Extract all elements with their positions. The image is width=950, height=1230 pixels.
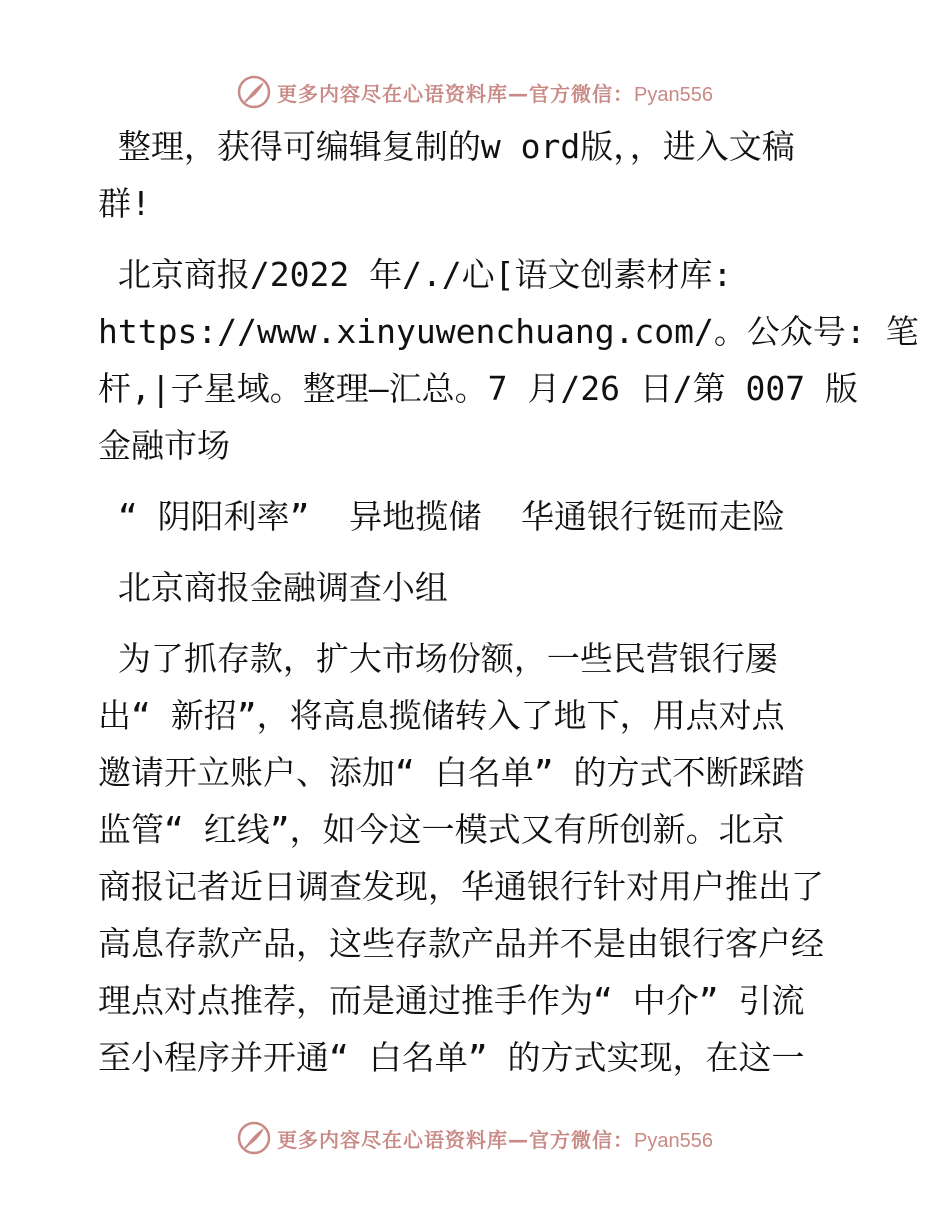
text-line: 高息存款产品，这些存款产品并不是由银行客户经 [98, 924, 824, 963]
paragraph-source [98, 246, 919, 474]
paragraph-intro [98, 118, 850, 232]
text-line: 至小程序并开通“ 白名单” 的方式实现，在这一 [98, 1038, 805, 1077]
text-line: https://www.xinyuwenchuang.com/。公众号: 笔 [98, 312, 919, 351]
paragraph-body [98, 630, 850, 1086]
watermark-text: 更多内容尽在心语资料库—官方微信：Pyan556 [277, 1127, 713, 1152]
feather-pen-icon [237, 75, 271, 109]
text-line: 为了抓存款，扩大市场份额，一些民营银行屡 [98, 639, 778, 678]
feather-pen-icon [237, 1121, 271, 1155]
text-line: 北京商报/2022 年/./心[语文创素材库: [98, 255, 733, 294]
text-line: 金融市场 [98, 426, 230, 465]
watermark-header [0, 72, 950, 112]
text-line: 邀请开立账户、添加“ 白名单” 的方式不断踩踏 [98, 753, 805, 792]
watermark-footer [0, 1118, 950, 1158]
text-line: 杆,|子星域。整理—汇总。7 月/26 日/第 007 版 [98, 369, 859, 408]
wechat-id: Pyan556 [634, 1129, 713, 1152]
document-body [98, 118, 919, 1100]
article-title [98, 488, 850, 545]
watermark-text: 更多内容尽在心语资料库—官方微信：Pyan556 [277, 81, 713, 106]
article-byline [98, 559, 850, 616]
text-line: 监管“ 红线”，如今这一模式又有所创新。北京 [98, 810, 785, 849]
text-line: 理点对点推荐，而是通过推手作为“ 中介” 引流 [98, 981, 805, 1020]
text-line: 群! [98, 184, 151, 223]
text-line: 商报记者近日调查发现，华通银行针对用户推出了 [98, 867, 824, 906]
text-line: 北京商报金融调查小组 [98, 568, 448, 607]
wechat-id: Pyan556 [634, 83, 713, 106]
text-line: 出“ 新招”，将高息揽储转入了地下，用点对点 [98, 696, 785, 735]
text-line: 整理，获得可编辑复制的w ord版，，进入文稿 [98, 127, 795, 166]
text-line: “ 阴阳利率” 异地揽储 华通银行铤而走险 [98, 497, 785, 536]
